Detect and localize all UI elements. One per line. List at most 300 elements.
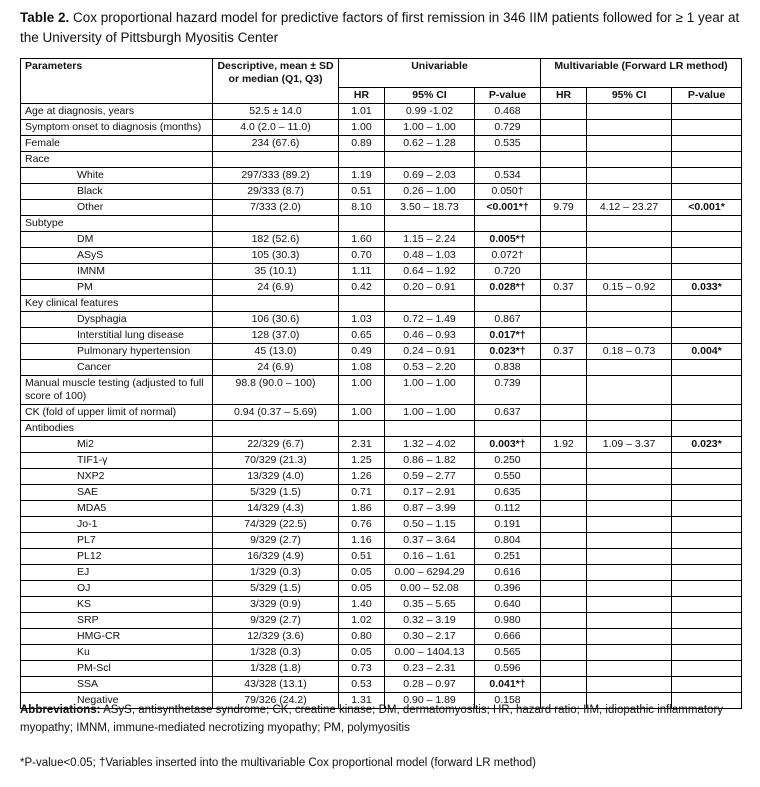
cell-descriptive: 12/329 (3.6)	[213, 629, 339, 645]
cell-multi-pvalue	[672, 328, 742, 344]
cell-parameter: SSA	[21, 677, 213, 693]
cell-pvalue: 0.158	[475, 693, 541, 709]
cell-multi-hr	[541, 661, 587, 677]
cell-parameter: Other	[21, 200, 213, 216]
cell-multi-pvalue	[672, 581, 742, 597]
abbreviations-footnote	[20, 701, 745, 737]
cell-multi-ci	[587, 104, 672, 120]
table-row	[21, 216, 742, 232]
cell-multi-ci	[587, 360, 672, 376]
cell-multi-hr	[541, 517, 587, 533]
table-row	[21, 677, 742, 693]
cell-multi-ci	[587, 677, 672, 693]
cell-multi-ci	[587, 565, 672, 581]
table-row	[21, 120, 742, 136]
cell-hr: 1.02	[339, 613, 385, 629]
cell-hr: 0.70	[339, 248, 385, 264]
cell-parameter: Mi2	[21, 437, 213, 453]
cell-descriptive: 297/333 (89.2)	[213, 168, 339, 184]
cell-pvalue: 0.005*†	[475, 232, 541, 248]
table-row	[21, 344, 742, 360]
cell-multi-hr	[541, 296, 587, 312]
cell-multi-pvalue	[672, 120, 742, 136]
cell-pvalue: 0.640	[475, 597, 541, 613]
cell-multi-pvalue	[672, 264, 742, 280]
cell-descriptive: 182 (52.6)	[213, 232, 339, 248]
caption-label: Table 2.	[20, 10, 70, 25]
cell-descriptive: 98.8 (90.0 – 100)	[213, 376, 339, 405]
cell-multi-hr	[541, 168, 587, 184]
header-ci: 95% CI	[385, 88, 475, 104]
cell-multi-pvalue	[672, 376, 742, 405]
cell-ci: 0.30 – 2.17	[385, 629, 475, 645]
cell-hr: 1.60	[339, 232, 385, 248]
cell-pvalue: 0.041*†	[475, 677, 541, 693]
table-row	[21, 376, 742, 405]
cell-pvalue	[475, 216, 541, 232]
cell-hr: 1.26	[339, 469, 385, 485]
table-row	[21, 485, 742, 501]
cell-parameter: Symptom onset to diagnosis (months)	[21, 120, 213, 136]
cell-parameter: PL12	[21, 549, 213, 565]
cell-descriptive: 22/329 (6.7)	[213, 437, 339, 453]
cell-pvalue: 0.637	[475, 405, 541, 421]
table-row	[21, 264, 742, 280]
table-row	[21, 280, 742, 296]
cell-ci: 0.00 – 1404.13	[385, 645, 475, 661]
cell-multi-ci	[587, 645, 672, 661]
cell-descriptive: 3/329 (0.9)	[213, 597, 339, 613]
cell-parameter: IMNM	[21, 264, 213, 280]
cell-ci: 0.99 -1.02	[385, 104, 475, 120]
cell-descriptive: 43/328 (13.1)	[213, 677, 339, 693]
cell-ci: 0.72 – 1.49	[385, 312, 475, 328]
cell-parameter: Ku	[21, 645, 213, 661]
cell-hr: 0.71	[339, 485, 385, 501]
cell-descriptive	[213, 216, 339, 232]
cell-pvalue: 0.251	[475, 549, 541, 565]
cell-multi-hr	[541, 104, 587, 120]
cell-descriptive: 13/329 (4.0)	[213, 469, 339, 485]
cell-multi-hr	[541, 216, 587, 232]
cell-descriptive: 79/326 (24.2)	[213, 693, 339, 709]
cell-descriptive: 4.0 (2.0 – 11.0)	[213, 120, 339, 136]
cell-hr: 1.25	[339, 453, 385, 469]
cell-descriptive	[213, 421, 339, 437]
abbreviations-text: ASyS, antisynthetase syndrome; CK, creatine kinase; DM, dermatomyositis; HR, hazard ratio; IIM, idiopathic inflammatory myopathy; IMNM, immune-mediated necrotizing myopathy; PM, polymyositis	[20, 704, 724, 734]
cell-multi-ci	[587, 613, 672, 629]
cell-pvalue: 0.072†	[475, 248, 541, 264]
header-parameters: Parameters	[21, 59, 213, 104]
cell-descriptive: 1/328 (0.3)	[213, 645, 339, 661]
cell-multi-ci	[587, 312, 672, 328]
cell-pvalue: 0.867	[475, 312, 541, 328]
cell-hr: 1.08	[339, 360, 385, 376]
cell-parameter: Manual muscle testing (adjusted to full score of 100)	[21, 376, 213, 405]
table-row	[21, 200, 742, 216]
cell-multi-ci: 1.09 – 3.37	[587, 437, 672, 453]
cell-ci: 0.59 – 2.77	[385, 469, 475, 485]
cell-parameter: Key clinical features	[21, 296, 213, 312]
cell-pvalue: 0.804	[475, 533, 541, 549]
cell-parameter: Age at diagnosis, years	[21, 104, 213, 120]
cell-hr: 0.49	[339, 344, 385, 360]
table-row	[21, 661, 742, 677]
cell-multi-pvalue	[672, 469, 742, 485]
cell-descriptive: 0.94 (0.37 – 5.69)	[213, 405, 339, 421]
cell-multi-ci	[587, 405, 672, 421]
cell-ci	[385, 216, 475, 232]
cell-ci: 0.16 – 1.61	[385, 549, 475, 565]
cell-multi-ci	[587, 152, 672, 168]
cell-parameter: PL7	[21, 533, 213, 549]
cell-multi-pvalue: 0.004*	[672, 344, 742, 360]
cell-ci: 0.48 – 1.03	[385, 248, 475, 264]
cell-pvalue: 0.003*†	[475, 437, 541, 453]
cell-multi-ci	[587, 581, 672, 597]
cell-hr: 0.42	[339, 280, 385, 296]
cell-multi-pvalue	[672, 104, 742, 120]
table-row	[21, 296, 742, 312]
cell-descriptive: 16/329 (4.9)	[213, 549, 339, 565]
cell-multi-pvalue	[672, 296, 742, 312]
cell-multi-ci	[587, 184, 672, 200]
cell-ci: 0.64 – 1.92	[385, 264, 475, 280]
table-row	[21, 597, 742, 613]
header-row-1	[21, 59, 742, 88]
table-row	[21, 136, 742, 152]
cell-multi-hr	[541, 645, 587, 661]
cell-pvalue: <0.001*†	[475, 200, 541, 216]
table-row	[21, 248, 742, 264]
cell-ci: 0.17 – 2.91	[385, 485, 475, 501]
cell-ci: 0.00 – 6294.29	[385, 565, 475, 581]
cell-multi-ci	[587, 421, 672, 437]
cell-multi-hr	[541, 248, 587, 264]
cell-parameter: OJ	[21, 581, 213, 597]
cell-descriptive: 70/329 (21.3)	[213, 453, 339, 469]
table-row	[21, 421, 742, 437]
cell-hr: 0.53	[339, 677, 385, 693]
cell-pvalue: 0.396	[475, 581, 541, 597]
header-multivariable: Multivariable (Forward LR method)	[541, 59, 742, 88]
cell-multi-hr	[541, 421, 587, 437]
cell-multi-ci	[587, 597, 672, 613]
cell-multi-pvalue	[672, 312, 742, 328]
cell-ci: 0.69 – 2.03	[385, 168, 475, 184]
cell-pvalue	[475, 152, 541, 168]
cell-parameter: Black	[21, 184, 213, 200]
cell-hr: 2.31	[339, 437, 385, 453]
cell-hr: 1.00	[339, 376, 385, 405]
table-row	[21, 312, 742, 328]
cell-multi-hr	[541, 629, 587, 645]
cell-parameter: HMG-CR	[21, 629, 213, 645]
cell-multi-pvalue	[672, 136, 742, 152]
cell-hr: 1.31	[339, 693, 385, 709]
cell-ci: 0.37 – 3.64	[385, 533, 475, 549]
cell-descriptive: 35 (10.1)	[213, 264, 339, 280]
cell-ci: 0.90 – 1.89	[385, 693, 475, 709]
cell-multi-ci	[587, 533, 672, 549]
cell-pvalue: 0.729	[475, 120, 541, 136]
cell-multi-pvalue	[672, 645, 742, 661]
cell-multi-hr	[541, 677, 587, 693]
cell-descriptive: 5/329 (1.5)	[213, 581, 339, 597]
table-row	[21, 629, 742, 645]
cell-multi-hr	[541, 453, 587, 469]
cell-parameter: MDA5	[21, 501, 213, 517]
table-row	[21, 405, 742, 421]
significance-footnote: *P-value<0.05; †Variables inserted into the multivariable Cox proportional model (forward LR method)	[20, 757, 536, 769]
cell-multi-pvalue	[672, 453, 742, 469]
cell-pvalue: 0.666	[475, 629, 541, 645]
cox-model-table	[20, 58, 742, 709]
cell-multi-ci	[587, 485, 672, 501]
cell-hr: 0.05	[339, 565, 385, 581]
cell-parameter: Race	[21, 152, 213, 168]
cell-descriptive: 105 (30.3)	[213, 248, 339, 264]
cell-multi-hr	[541, 312, 587, 328]
cell-ci: 0.87 – 3.99	[385, 501, 475, 517]
cell-pvalue: 0.720	[475, 264, 541, 280]
cell-multi-pvalue	[672, 565, 742, 581]
cell-descriptive: 14/329 (4.3)	[213, 501, 339, 517]
cell-ci: 1.00 – 1.00	[385, 120, 475, 136]
header-pvalue: P-value	[475, 88, 541, 104]
cell-descriptive: 9/329 (2.7)	[213, 533, 339, 549]
table-row	[21, 360, 742, 376]
cell-hr: 1.16	[339, 533, 385, 549]
cell-ci: 1.32 – 4.02	[385, 437, 475, 453]
table-row	[21, 104, 742, 120]
cell-multi-hr	[541, 184, 587, 200]
cell-ci: 0.23 – 2.31	[385, 661, 475, 677]
cell-pvalue: 0.028*†	[475, 280, 541, 296]
table-row	[21, 549, 742, 565]
cell-pvalue: 0.635	[475, 485, 541, 501]
cell-hr: 1.19	[339, 168, 385, 184]
cell-multi-hr: 0.37	[541, 344, 587, 360]
cell-hr: 0.51	[339, 184, 385, 200]
cell-ci	[385, 421, 475, 437]
cell-ci: 0.86 – 1.82	[385, 453, 475, 469]
cell-multi-hr	[541, 232, 587, 248]
cell-parameter: Negative	[21, 693, 213, 709]
table-row	[21, 453, 742, 469]
cell-parameter: Antibodies	[21, 421, 213, 437]
header-hr: HR	[339, 88, 385, 104]
cell-multi-hr	[541, 469, 587, 485]
cell-pvalue: 0.468	[475, 104, 541, 120]
cell-hr: 0.51	[339, 549, 385, 565]
cell-multi-pvalue	[672, 533, 742, 549]
cell-multi-pvalue: 0.033*	[672, 280, 742, 296]
cell-multi-pvalue	[672, 677, 742, 693]
cell-hr: 0.89	[339, 136, 385, 152]
cell-ci: 1.00 – 1.00	[385, 376, 475, 405]
cell-multi-hr	[541, 581, 587, 597]
cell-multi-ci	[587, 296, 672, 312]
cell-multi-pvalue: <0.001*	[672, 200, 742, 216]
cell-multi-pvalue	[672, 248, 742, 264]
cell-multi-ci	[587, 120, 672, 136]
cell-multi-pvalue	[672, 501, 742, 517]
table-row	[21, 565, 742, 581]
cell-multi-pvalue	[672, 629, 742, 645]
cell-descriptive: 24 (6.9)	[213, 360, 339, 376]
cell-pvalue: 0.250	[475, 453, 541, 469]
cell-parameter: Cancer	[21, 360, 213, 376]
cell-multi-pvalue	[672, 152, 742, 168]
cell-parameter: ASyS	[21, 248, 213, 264]
cell-ci: 1.15 – 2.24	[385, 232, 475, 248]
cell-multi-pvalue	[672, 661, 742, 677]
cell-pvalue: 0.017*†	[475, 328, 541, 344]
cell-hr	[339, 296, 385, 312]
cell-parameter: Female	[21, 136, 213, 152]
cell-ci	[385, 152, 475, 168]
cell-multi-ci	[587, 328, 672, 344]
cell-pvalue: 0.050†	[475, 184, 541, 200]
cell-descriptive	[213, 296, 339, 312]
cell-parameter: Pulmonary hypertension	[21, 344, 213, 360]
cell-multi-ci	[587, 216, 672, 232]
cell-hr: 1.01	[339, 104, 385, 120]
cell-hr	[339, 421, 385, 437]
cell-multi-ci	[587, 264, 672, 280]
cell-hr	[339, 152, 385, 168]
cell-multi-hr: 9.79	[541, 200, 587, 216]
cell-multi-hr	[541, 405, 587, 421]
table-row	[21, 152, 742, 168]
cell-hr: 0.65	[339, 328, 385, 344]
cell-hr: 1.00	[339, 120, 385, 136]
cell-ci: 0.28 – 0.97	[385, 677, 475, 693]
cell-multi-hr	[541, 152, 587, 168]
cell-multi-ci	[587, 232, 672, 248]
cell-parameter: PM	[21, 280, 213, 296]
cell-multi-ci: 4.12 – 23.27	[587, 200, 672, 216]
cell-ci	[385, 296, 475, 312]
cell-multi-ci	[587, 501, 672, 517]
cell-multi-pvalue	[672, 549, 742, 565]
cell-descriptive: 106 (30.6)	[213, 312, 339, 328]
cell-multi-pvalue	[672, 184, 742, 200]
cell-multi-ci	[587, 517, 672, 533]
cell-multi-ci	[587, 661, 672, 677]
cell-ci: 0.46 – 0.93	[385, 328, 475, 344]
cell-pvalue: 0.112	[475, 501, 541, 517]
cell-parameter: CK (fold of upper limit of normal)	[21, 405, 213, 421]
cell-parameter: EJ	[21, 565, 213, 581]
cell-multi-pvalue	[672, 168, 742, 184]
cell-hr: 0.80	[339, 629, 385, 645]
cell-multi-ci	[587, 248, 672, 264]
cell-multi-pvalue	[672, 517, 742, 533]
cell-descriptive: 1/328 (1.8)	[213, 661, 339, 677]
table-row	[21, 184, 742, 200]
table-row	[21, 517, 742, 533]
cell-multi-pvalue	[672, 232, 742, 248]
cell-hr: 1.40	[339, 597, 385, 613]
cell-ci: 0.00 – 52.08	[385, 581, 475, 597]
cell-multi-hr	[541, 485, 587, 501]
cell-multi-ci: 0.18 – 0.73	[587, 344, 672, 360]
cell-hr: 1.86	[339, 501, 385, 517]
cell-multi-ci	[587, 168, 672, 184]
cell-pvalue: 0.739	[475, 376, 541, 405]
cell-parameter: TIF1-γ	[21, 453, 213, 469]
cell-parameter: SAE	[21, 485, 213, 501]
cell-descriptive: 9/329 (2.7)	[213, 613, 339, 629]
cell-multi-hr	[541, 120, 587, 136]
cell-multi-pvalue	[672, 485, 742, 501]
cell-parameter: Interstitial lung disease	[21, 328, 213, 344]
cell-multi-ci	[587, 136, 672, 152]
cell-multi-pvalue	[672, 421, 742, 437]
cell-parameter: PM-Scl	[21, 661, 213, 677]
cell-parameter: Jo-1	[21, 517, 213, 533]
cell-multi-hr	[541, 533, 587, 549]
cell-hr: 1.03	[339, 312, 385, 328]
cell-ci: 0.32 – 3.19	[385, 613, 475, 629]
table-row	[21, 645, 742, 661]
cell-pvalue: 0.023*†	[475, 344, 541, 360]
cell-pvalue: 0.534	[475, 168, 541, 184]
cell-hr: 1.00	[339, 405, 385, 421]
table-row	[21, 533, 742, 549]
cell-descriptive: 74/329 (22.5)	[213, 517, 339, 533]
cell-multi-hr	[541, 501, 587, 517]
cell-ci: 0.20 – 0.91	[385, 280, 475, 296]
header-multi-ci: 95% CI	[587, 88, 672, 104]
cell-multi-hr	[541, 328, 587, 344]
cell-multi-ci	[587, 629, 672, 645]
cell-multi-ci	[587, 469, 672, 485]
cell-parameter: DM	[21, 232, 213, 248]
cell-pvalue: 0.838	[475, 360, 541, 376]
cell-pvalue: 0.596	[475, 661, 541, 677]
table-row	[21, 232, 742, 248]
cell-multi-hr	[541, 360, 587, 376]
cell-ci: 0.24 – 0.91	[385, 344, 475, 360]
cell-ci: 0.50 – 1.15	[385, 517, 475, 533]
table-row	[21, 437, 742, 453]
header-multi-pvalue: P-value	[672, 88, 742, 104]
cell-multi-hr	[541, 376, 587, 405]
cell-multi-pvalue	[672, 360, 742, 376]
cell-hr: 0.76	[339, 517, 385, 533]
table-row	[21, 469, 742, 485]
table-row	[21, 613, 742, 629]
cell-multi-hr	[541, 549, 587, 565]
cell-descriptive: 128 (37.0)	[213, 328, 339, 344]
cell-multi-hr: 1.92	[541, 437, 587, 453]
table-row	[21, 328, 742, 344]
cell-hr: 1.11	[339, 264, 385, 280]
abbreviations-label: Abbreviations:	[20, 704, 101, 716]
cell-hr: 8.10	[339, 200, 385, 216]
cell-pvalue: 0.616	[475, 565, 541, 581]
cell-descriptive	[213, 152, 339, 168]
cell-pvalue: 0.550	[475, 469, 541, 485]
caption-text: Cox proportional hazard model for predictive factors of first remission in 346 IIM patients followed for ≥ 1 year at the University of Pittsburgh Myositis Center	[20, 10, 740, 45]
cell-descriptive: 7/333 (2.0)	[213, 200, 339, 216]
cell-multi-hr	[541, 264, 587, 280]
cell-pvalue: 0.535	[475, 136, 541, 152]
cell-hr	[339, 216, 385, 232]
